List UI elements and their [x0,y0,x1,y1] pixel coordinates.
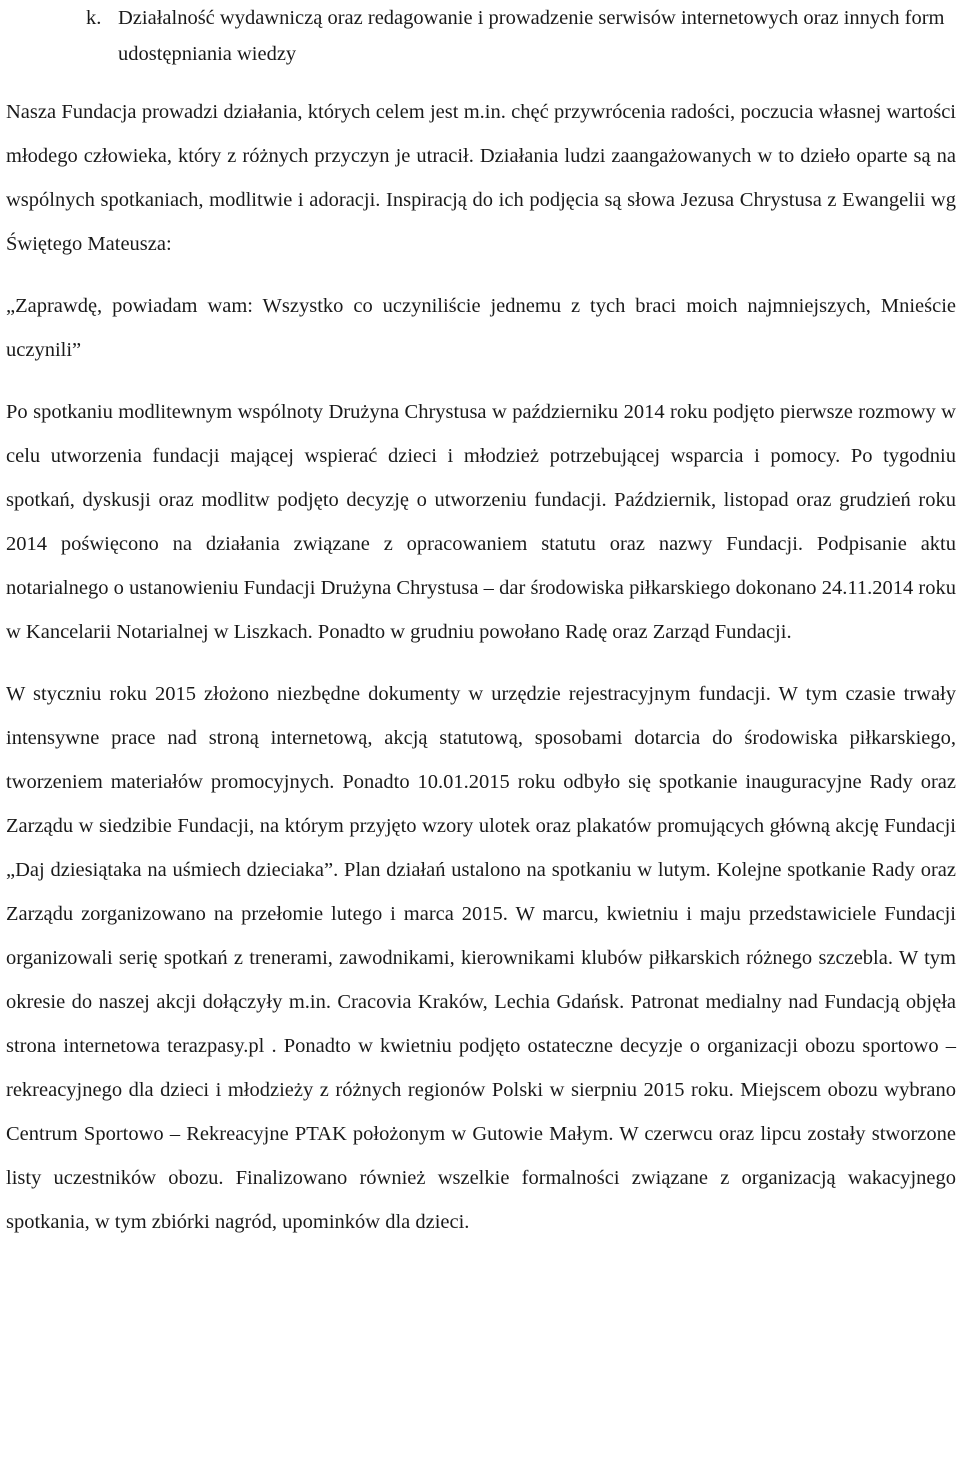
paragraph-activities-2015: W styczniu roku 2015 złożono niezbędne dokumenty w urzędzie rejestracyjnym fundacji. W tym czasie trwały intensywne prace nad stroną internetową, akcją statutową, sposobami dotarcia do środowiska piłkarskiego, tworzeniem materiałów promocyjnych. Ponadto 10.01.2015 roku odbyło się spotkanie inauguracyjne Rady oraz Zarządu w siedzibie Fundacji, na którym przyjęto wzory ulotek oraz plakatów promujących główną akcję Fundacji „Daj dziesiątaka na uśmiech dzieciaka”. Plan działań ustalono na spotkaniu w lutym. Kolejne spotkanie Rady oraz Zarządu zorganizowano na przełomie lutego i marca 2015. W marcu, kwietniu i maju przedstawiciele Fundacji organizowali serię spotkań z trenerami, zawodnikami, kierownikami klubów piłkarskich różnego szczebla. W tym okresie do naszej akcji dołączyły m.in. Cracovia Kraków, Lechia Gdańsk. Patronat medialny nad Fundacją objęła strona internetowa terazpasy.pl . Ponadto w kwietniu podjęto ostateczne decyzje o organizacji obozu sportowo – rekreacyjnego dla dzieci i młodzieży z różnych regionów Polski w sierpniu 2015 roku. Miejscem obozu wybrano Centrum Sportowo – Rekreacyjne PTAK położonym w Gutowie Małym. W czerwcu oraz lipcu zostały stworzone listy uczestników obozu. Finalizowano również wszelkie formalności związane z organizacją wakacyjnego spotkania, w tym zbiórki nagród, upominków dla dzieci. [6,683,956,1233]
list-marker: k. [86,7,102,29]
paragraph-quote: „Zaprawdę, powiadam wam: Wszystko co uczyniliście jednemu z tych braci moich najmniejszych, Mnieście uczynili” [6,295,956,361]
section-heading: Działalność wydawniczą oraz redagowanie i prowadzenie serwisów internetowych oraz innych form udostępniania wiedzy [118,7,945,65]
document-page [6,0,956,1244]
paragraph-mission: Nasza Fundacja prowadzi działania, których celem jest m.in. chęć przywrócenia radości, poczucia własnej wartości młodego człowieka, który z różnych przyczyn je utracił. Działania ludzi zaangażowanych w to dzieło oparte są na wspólnych spotkaniach, modlitwie i adoracji. Inspiracją do ich podjęcia są słowa Jezusa Chrystusa z Ewangelii wg Świętego Mateusza: [6,101,956,255]
paragraph-founding-2014: Po spotkaniu modlitewnym wspólnoty Drużyna Chrystusa w październiku 2014 roku podjęto pierwsze rozmowy w celu utworzenia fundacji mającej wspierać dzieci i młodzież potrzebującej wsparcia i pomocy. Po tygodniu spotkań, dyskusji oraz modlitw podjęto decyzję o utworzeniu fundacji. Październik, listopad oraz grudzień roku 2014 poświęcono na działania związane z opracowaniem statutu oraz nazwy Fundacji. Podpisanie aktu notarialnego o ustanowieniu Fundacji Drużyna Chrystusa – dar środowiska piłkarskiego dokonano 24.11.2014 roku w Kancelarii Notarialnej w Liszkach. Ponadto w grudniu powołano Radę oraz Zarząd Fundacji. [6,401,956,643]
list-item-k [6,0,956,72]
